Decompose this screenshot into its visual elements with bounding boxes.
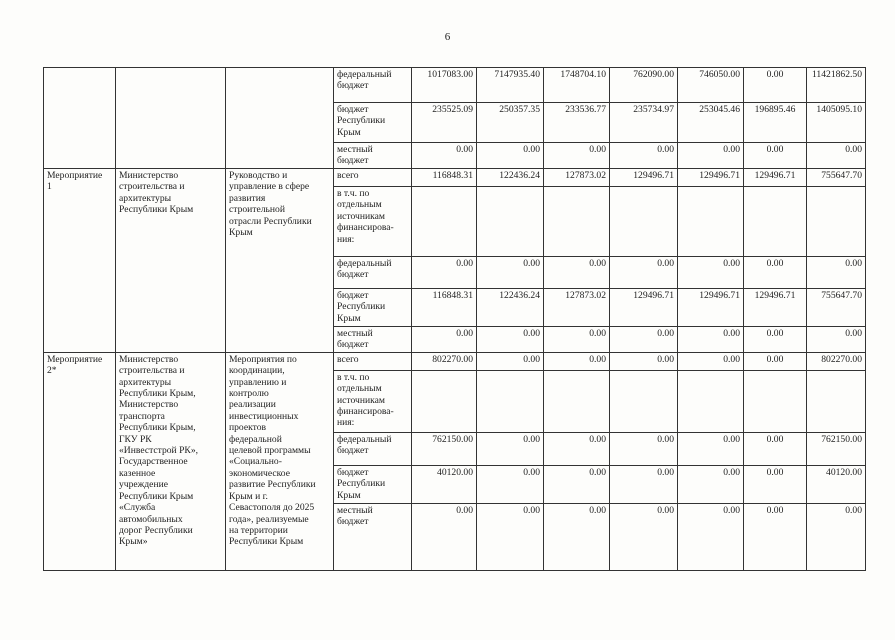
- table-row: [44, 352, 866, 370]
- amount-cell: 129496.71: [744, 169, 807, 187]
- amount-cell: 0.00: [678, 143, 744, 169]
- amount-cell: 235734.97: [610, 103, 678, 143]
- amount-cell: 40120.00: [412, 465, 477, 503]
- amount-cell: 762150.00: [807, 432, 866, 465]
- amount-cell: 0.00: [744, 257, 807, 289]
- funding-source-cell: бюджет Республики Крым: [334, 289, 412, 327]
- amount-cell: 1748704.10: [544, 68, 610, 103]
- description-cell: [226, 68, 334, 169]
- funding-source-cell: всего: [334, 169, 412, 187]
- amount-cell: 129496.71: [610, 289, 678, 327]
- amount-cell: 235525.09: [412, 103, 477, 143]
- amount-cell: 0.00: [807, 143, 866, 169]
- amount-cell: [412, 370, 477, 432]
- activity-cell: [44, 68, 116, 169]
- amount-cell: 0.00: [807, 503, 866, 570]
- funding-source-cell: федеральный бюджет: [334, 257, 412, 289]
- amount-cell: 0.00: [544, 432, 610, 465]
- amount-cell: 0.00: [744, 352, 807, 370]
- amount-cell: 802270.00: [807, 352, 866, 370]
- amount-cell: 0.00: [678, 352, 744, 370]
- funding-source-cell: местный бюджет: [334, 143, 412, 169]
- amount-cell: 0.00: [477, 327, 544, 353]
- amount-cell: 1017083.00: [412, 68, 477, 103]
- table-row: [44, 68, 866, 103]
- description-cell: Руководство и управление в сфере развития строительной отрасли Республики Крым: [226, 169, 334, 353]
- amount-cell: 129496.71: [678, 289, 744, 327]
- amount-cell: 0.00: [412, 257, 477, 289]
- amount-cell: [477, 370, 544, 432]
- amount-cell: [678, 370, 744, 432]
- amount-cell: 250357.35: [477, 103, 544, 143]
- amount-cell: 762090.00: [610, 68, 678, 103]
- funding-source-cell: в т.ч. по отдельным источникам финансирова- ния:: [334, 370, 412, 432]
- amount-cell: [610, 187, 678, 257]
- amount-cell: 1405095.10: [807, 103, 866, 143]
- executor-cell: Министерство строительства и архитектуры Республики Крым, Министерство транспорта Республики Крым, ГКУ РК «Инвестстрой РК», Государственное казенное учреждение Республики Крым «Служба автомобильных дорог Республики Крым»: [116, 352, 226, 570]
- amount-cell: [744, 187, 807, 257]
- amount-cell: 0.00: [412, 503, 477, 570]
- amount-cell: 129496.71: [678, 169, 744, 187]
- amount-cell: 0.00: [744, 432, 807, 465]
- amount-cell: 0.00: [544, 327, 610, 353]
- funding-source-cell: федеральный бюджет: [334, 68, 412, 103]
- amount-cell: [744, 370, 807, 432]
- amount-cell: 0.00: [610, 143, 678, 169]
- amount-cell: 0.00: [744, 465, 807, 503]
- funding-source-cell: в т.ч. по отдельным источникам финансирова- ния:: [334, 187, 412, 257]
- amount-cell: 0.00: [544, 257, 610, 289]
- amount-cell: 129496.71: [744, 289, 807, 327]
- amount-cell: 755647.70: [807, 169, 866, 187]
- amount-cell: 0.00: [477, 352, 544, 370]
- amount-cell: [412, 187, 477, 257]
- funding-source-cell: бюджет Республики Крым: [334, 103, 412, 143]
- amount-cell: 0.00: [678, 327, 744, 353]
- amount-cell: 233536.77: [544, 103, 610, 143]
- amount-cell: 122436.24: [477, 169, 544, 187]
- amount-cell: 0.00: [544, 465, 610, 503]
- amount-cell: 0.00: [744, 143, 807, 169]
- amount-cell: 0.00: [412, 327, 477, 353]
- amount-cell: 0.00: [610, 432, 678, 465]
- funding-source-cell: местный бюджет: [334, 503, 412, 570]
- amount-cell: 40120.00: [807, 465, 866, 503]
- funding-source-cell: местный бюджет: [334, 327, 412, 353]
- amount-cell: 0.00: [807, 327, 866, 353]
- executor-cell: Министерство строительства и архитектуры Республики Крым: [116, 169, 226, 353]
- amount-cell: 0.00: [477, 432, 544, 465]
- amount-cell: 0.00: [678, 465, 744, 503]
- amount-cell: [544, 187, 610, 257]
- amount-cell: 0.00: [477, 503, 544, 570]
- budget-table-body: [44, 68, 866, 571]
- amount-cell: 802270.00: [412, 352, 477, 370]
- amount-cell: [678, 187, 744, 257]
- amount-cell: 0.00: [477, 257, 544, 289]
- amount-cell: 0.00: [610, 327, 678, 353]
- amount-cell: 129496.71: [610, 169, 678, 187]
- description-cell: Мероприятия по координации, управлению и контролю реализации инвестиционных проектов федеральной целевой программы «Социально- экономическое развитие Республики Крым и г. Севастополя до 2025 года», реализуемые на территории Республики Крым: [226, 352, 334, 570]
- amount-cell: 11421862.50: [807, 68, 866, 103]
- amount-cell: 0.00: [744, 68, 807, 103]
- funding-source-cell: всего: [334, 352, 412, 370]
- amount-cell: 122436.24: [477, 289, 544, 327]
- amount-cell: 116848.31: [412, 169, 477, 187]
- amount-cell: [610, 370, 678, 432]
- amount-cell: 0.00: [678, 257, 744, 289]
- amount-cell: 127873.02: [544, 169, 610, 187]
- amount-cell: 0.00: [544, 143, 610, 169]
- amount-cell: 0.00: [678, 432, 744, 465]
- amount-cell: [807, 187, 866, 257]
- amount-cell: 0.00: [678, 503, 744, 570]
- budget-table: [43, 67, 866, 571]
- table-row: [44, 169, 866, 187]
- amount-cell: 0.00: [807, 257, 866, 289]
- amount-cell: [477, 187, 544, 257]
- amount-cell: [544, 370, 610, 432]
- funding-source-cell: федеральный бюджет: [334, 432, 412, 465]
- amount-cell: 0.00: [544, 503, 610, 570]
- amount-cell: 127873.02: [544, 289, 610, 327]
- amount-cell: 762150.00: [412, 432, 477, 465]
- amount-cell: 0.00: [610, 257, 678, 289]
- amount-cell: 0.00: [477, 143, 544, 169]
- amount-cell: 755647.70: [807, 289, 866, 327]
- activity-name-cell: Мероприятие 2*: [44, 352, 116, 570]
- page-number: 6: [444, 31, 451, 43]
- amount-cell: 253045.46: [678, 103, 744, 143]
- amount-cell: 0.00: [744, 327, 807, 353]
- amount-cell: 0.00: [610, 503, 678, 570]
- amount-cell: 196895.46: [744, 103, 807, 143]
- amount-cell: 0.00: [744, 503, 807, 570]
- amount-cell: 7147935.40: [477, 68, 544, 103]
- executor-cell: [116, 68, 226, 169]
- amount-cell: 0.00: [610, 465, 678, 503]
- funding-source-cell: бюджет Республики Крым: [334, 465, 412, 503]
- amount-cell: [807, 370, 866, 432]
- amount-cell: 0.00: [544, 352, 610, 370]
- amount-cell: 116848.31: [412, 289, 477, 327]
- amount-cell: 746050.00: [678, 68, 744, 103]
- activity-name-cell: Мероприятие 1: [44, 169, 116, 353]
- amount-cell: 0.00: [477, 465, 544, 503]
- amount-cell: 0.00: [610, 352, 678, 370]
- amount-cell: 0.00: [412, 143, 477, 169]
